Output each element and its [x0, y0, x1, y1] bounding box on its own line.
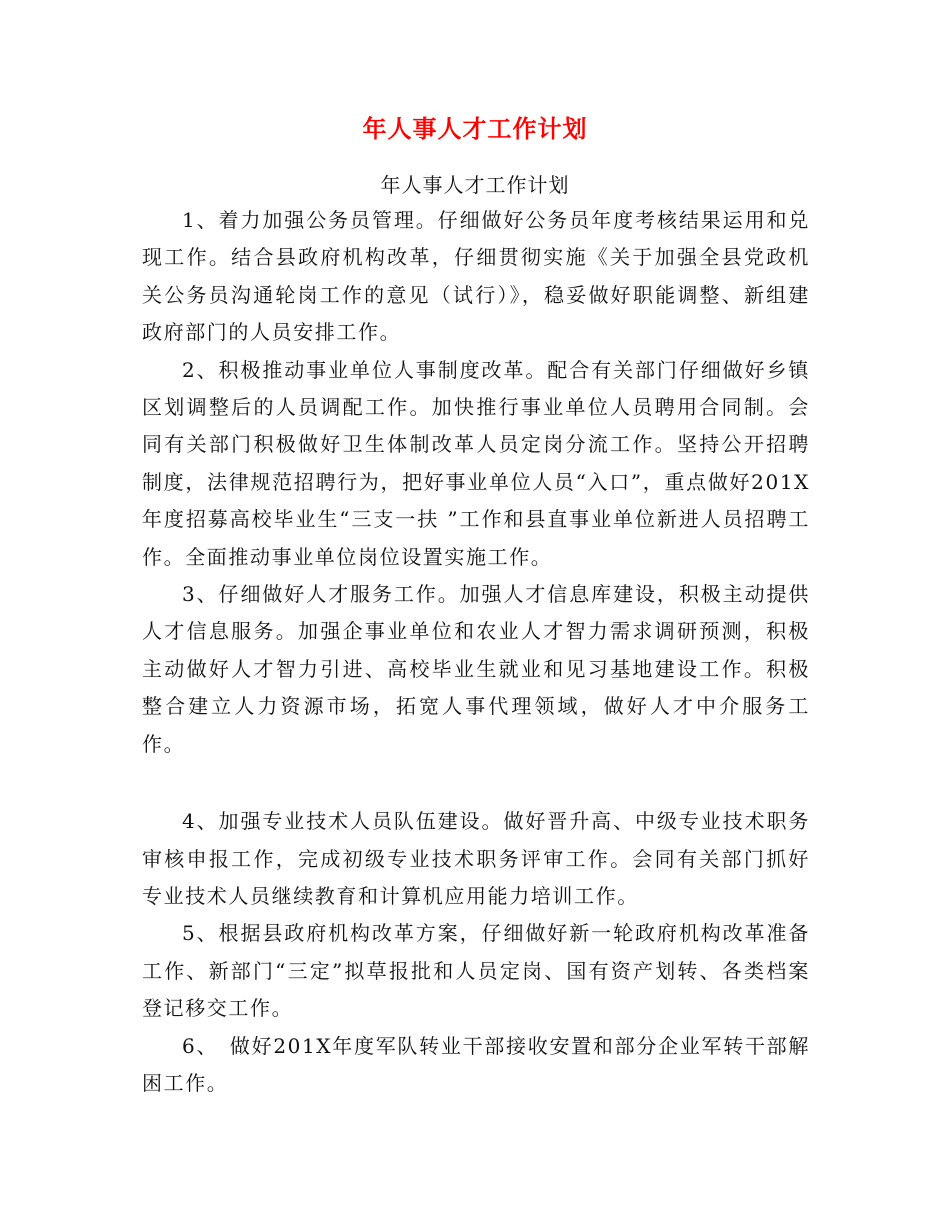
paragraph-4: 4、加强专业技术人员队伍建设。做好晋升高、中级专业技术职务审核申报工作，完成初级专业技术职务评审工作。会同有关部门抓好专业技术人员继续教育和计算机应用能力培训工作。 — [142, 809, 810, 908]
paragraph-6: 6、 做好201X年度军队转业干部接收安置和部分企业军转干部解困工作。 — [142, 1033, 810, 1095]
paragraph-5: 5、根据县政府机构改革方案，仔细做好新一轮政府机构改革准备工作、新部门“三定”拟草报批和人员定岗、国有资产划转、各类档案登记移交工作。 — [142, 921, 810, 1021]
paragraph-2: 2、积极推动事业单位人事制度改革。配合有关部门仔细做好乡镇区划调整后的人员调配工作。加快推行事业单位人员聘用合同制。会同有关部门积极做好卫生体制改革人员定岗分流工作。坚持公开招聘制度，法律规范招聘行为，把好事业单位人员“入口”，重点做好201X年度招募高校毕业生“三支一扶 ”工作和县直事业单位新进人员招聘工作。全面推动事业单位岗位设置实施工作。 — [142, 357, 810, 569]
document-title: 年人事人才工作计划 — [362, 115, 588, 143]
paragraph-3: 3、仔细做好人才服务工作。加强人才信息库建设，积极主动提供人才信息服务。加强企事业单位和农业人才智力需求调研预测，积极主动做好人才智力引进、高校毕业生就业和见习基地建设工作。积极整合建立人力资源市场，拓宽人事代理领域，做好人才中介服务工作。 — [142, 582, 810, 756]
document-body — [142, 202, 810, 1102]
document-subtitle: 年人事人才工作计划 — [380, 173, 570, 197]
paragraph-1: 1、着力加强公务员管理。仔细做好公务员年度考核结果运用和兑现工作。结合县政府机构改革，仔细贯彻实施《关于加强全县党政机关公务员沟通轮岗工作的意见（试行）》，稳妥做好职能调整、新组建政府部门的人员安排工作。 — [142, 208, 810, 345]
